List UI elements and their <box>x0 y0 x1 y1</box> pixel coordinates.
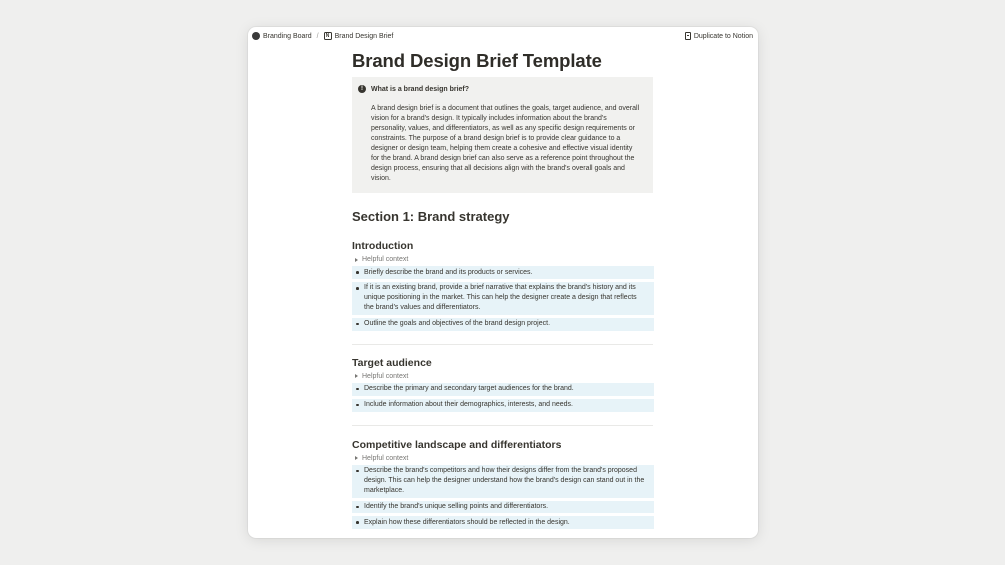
list-item: Describe the primary and secondary target audiences for the brand. <box>352 383 654 396</box>
list-item: Briefly describe the brand and its products or services. <box>352 266 654 279</box>
list-item: Explain how these differentiators should be reflected in the design. <box>352 516 654 529</box>
subsection-heading-competitive-landscape: Competitive landscape and differentiators <box>352 438 562 451</box>
section-heading: Section 1: Brand strategy <box>352 209 510 224</box>
workspace-logo-icon <box>252 32 260 40</box>
toggle-label: Helpful context <box>362 256 409 263</box>
callout-body: A brand design brief is a document that outlines the goals, target audience, and overall vision for a brand's design. It typically includes information about the brand's personality, values, and differentiators, as well as any specific design requirements or constraints. The purpose of a brand design brief is to provide clear guidance to a designer or design team, helping them create a cohesive and effective visual identity for the brand. A brand design brief can also serve as a reference point throughout the design process, ensuring that all decisions align with the brand's overall goals and vision. <box>371 105 640 182</box>
list-item: Identify the brand's unique selling points and differentiators. <box>352 501 654 514</box>
breadcrumb-branding-board[interactable] <box>252 32 312 40</box>
top-bar <box>248 27 758 45</box>
page-title: Brand Design Brief Template <box>352 50 602 71</box>
toggle-triangle-icon <box>355 258 358 262</box>
breadcrumb-label: Brand Design Brief <box>334 32 394 40</box>
callout <box>352 77 653 193</box>
bullet-list <box>352 465 654 530</box>
callout-title: What is a brand design brief? <box>371 85 470 93</box>
duplicate-label: Duplicate to Notion <box>693 32 753 40</box>
page-window <box>248 27 758 538</box>
breadcrumb-label: Branding Board <box>263 32 312 40</box>
divider <box>352 344 653 345</box>
duplicate-to-notion-button[interactable] <box>685 32 753 40</box>
toggle-label: Helpful context <box>362 372 409 380</box>
helpful-context-toggle[interactable] <box>352 256 654 263</box>
bullet-list <box>352 266 654 331</box>
helpful-context-toggle[interactable] <box>352 455 654 462</box>
divider <box>352 425 653 426</box>
list-item: Outline the goals and objectives of the brand design project. <box>352 318 654 331</box>
breadcrumb-brand-design-brief[interactable] <box>324 32 394 40</box>
page-icon <box>685 32 691 40</box>
subsection-heading-target-audience: Target audience <box>352 356 432 369</box>
toggle-triangle-icon <box>355 456 358 460</box>
toggle-label: Helpful context <box>362 454 409 462</box>
info-icon: ! <box>358 85 366 93</box>
list-item: Describe the brand's competitors and how their designs differ from the brand's proposed design. This can help the designer understand how the brand's design can stand out in the marketplace. <box>352 465 654 498</box>
breadcrumb <box>252 32 393 40</box>
list-item: Include information about their demographics, interests, and needs. <box>352 399 654 412</box>
callout-header <box>358 85 645 93</box>
helpful-context-toggle[interactable] <box>352 373 654 380</box>
bullet-list <box>352 383 654 412</box>
notion-page-icon: N <box>324 32 332 40</box>
breadcrumb-separator: / <box>316 32 319 40</box>
subsection-heading-introduction: Introduction <box>352 240 414 252</box>
toggle-triangle-icon <box>355 374 358 378</box>
page-content <box>352 45 654 532</box>
list-item: If it is an existing brand, provide a brief narrative that explains the brand's history and its unique positioning in the market. This can help the designer create a design that reflects the brand's values and differentiators. <box>352 282 654 315</box>
